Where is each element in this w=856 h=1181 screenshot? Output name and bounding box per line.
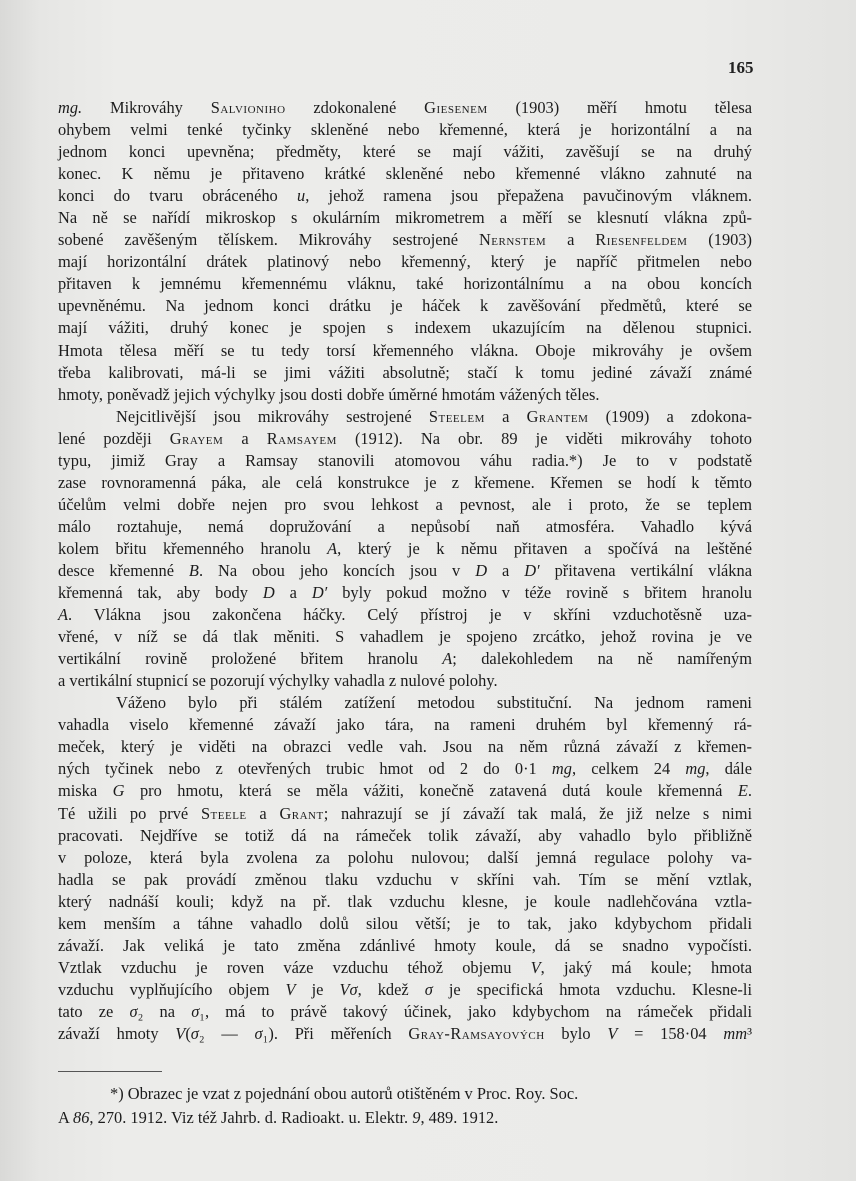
text-line: hadla se pak provádí změnou tlaku vzduchu v skříni vah. Tím se mění vztlak, (58, 869, 752, 889)
text-line: Hmota tělesa měří se tu tedy torsí křemenného vlákna. Oboje mikrováhy je ovšem (58, 340, 752, 360)
text-line: tato ze σ₂ na σ₁, má to právě takový účinek, jako kdybychom na rámeček přidali (58, 1001, 752, 1021)
text-line: vzduchu vyplňujícího objem V je Vσ, kdež σ je specifická hmota vzduchu. Klesne-li (58, 979, 752, 999)
text-line: v poloze, která byla zvolena za polohu nulovou; další jemná regulace polohy va- (58, 847, 752, 867)
text-line: zase rovnoramenná páka, ale celá konstrukce je z křemene. Křemen se hodí k těmto (58, 472, 752, 492)
text-line: a vertikální stupnicí se pozorují výchylky vahadla z nulové polohy. (58, 671, 498, 691)
text-line: mg. Mikrováhy Salvioniho zdokonalené Giesenem (1903) měří hmotu tělesa (58, 98, 752, 117)
text-line: málo roztahuje, nemá dopružování a nepůsobí naň atmosféra. Vahadlo kývá (58, 516, 752, 536)
text-line: hmoty, poněvadž jejich výchylky jsou dosti dobře úměrné hmotám vážených těles. (58, 384, 600, 404)
page-number: 165 (728, 58, 754, 77)
text-line: konec. K němu je přitaveno krátké skleněné nebo křemenné vlákno zahnuté na (58, 164, 752, 184)
text-line: meček, který je viděti na obrazci vedle vah. Jsou na něm různá závaží z křemen- (58, 737, 752, 757)
text-line: A. Vlákna jsou zakončena háčky. Celý přístroj je v skříni vzduchotěsně uza- (58, 605, 752, 625)
text-line: ohybem velmi tenké tyčinky skleněné nebo křemenné, která je horizontální a na (58, 120, 752, 140)
footnote-line: A 86, 270. 1912. Viz též Jahrb. d. Radioakt. u. Elektr. 9, 489. 1912. (58, 1108, 499, 1127)
text-line: mají horizontální drátek platinový nebo křemenný, který je napříč přitmelen nebo (58, 252, 752, 272)
text-line: třeba kalibrovati, má-li se jimi vážiti absolutně; stačí k tomu jediné závaží známé (58, 362, 752, 382)
text-line: pracovati. Nejdříve se totiž dá na rámeček tolik závaží, aby vahadlo bylo přibližně (58, 825, 752, 845)
text-line: kolem břitu křemenného hranolu A, který je k němu přitaven a spočívá na leštěné (58, 538, 752, 558)
body-text (58, 97, 752, 1045)
text-line: mají vážiti, druhý konec je spojen s indexem ukazujícím na dělenou stupnici. (58, 318, 752, 338)
text-line: kem menším a táhne vahadlo dolů silou větší; je to tak, jako kdybychom přidali (58, 913, 752, 933)
text-line: přitaven k jemnému křemennému vláknu, také horizontálnímu a na obou koncích (58, 274, 752, 294)
text-line: lené později Grayem a Ramsayem (1912). Na obr. 89 je viděti mikrováhy tohoto (58, 428, 752, 448)
text-line: účelům velmi dobře nejen pro svou lehkost a pevnost, ale i proto, že se teplem (58, 494, 752, 514)
text-line: vřené, v níž se dá tlak měniti. S vahadlem je spojeno zrcátko, jehož rovina je ve (58, 627, 752, 647)
text-line: vahadla viselo křemenné závaží jako tára, na rameni druhém byl křemenný rá- (58, 715, 752, 735)
text-line: jednom konci upevněna; předměty, které se mají vážiti, zavěšují se na druhý (58, 142, 752, 162)
text-line: který nadnáší kouli; když na př. tlak vzduchu klesne, je koule nadlehčována vztla- (58, 891, 752, 911)
footnote (58, 1082, 708, 1130)
text-line: sobené zavěšeným tělískem. Mikrováhy sestrojené Nernstem a Riesenfeldem (1903) (58, 230, 752, 250)
text-line: miska G pro hmotu, která se měla vážiti, konečně zatavená dutá koule křemenná E. (58, 781, 753, 801)
footnote-rule (58, 1071, 162, 1072)
text-line: desce křemenné B. Na obou jeho koncích jsou v D a D′ přitavena vertikální vlákna (58, 560, 752, 580)
text-line: závaží hmoty V(σ₂ — σ₁). Při měřeních Gray-Ramsayových bylo V = 158·04 mm³ (58, 1023, 752, 1043)
text-line: vertikální rovině proložené břitem hranolu A; dalekohledem na ně namířeným (58, 649, 752, 669)
text-line: upevněnému. Na jednom konci drátku je háček k zavěšování předmětů, které se (58, 296, 752, 316)
text-line: konci do tvaru obráceného u, jehož ramena jsou přepažena pavučinovým vláknem. (58, 186, 752, 206)
text-line: Váženo bylo při stálém zatížení metodou substituční. Na jednom rameni (116, 693, 752, 713)
text-line: Nejcitlivější jsou mikrováhy sestrojené Steelem a Grantem (1909) a zdokona- (116, 406, 752, 426)
text-line: Té užili po prvé Steele a Grant; nahrazují se jí závaží tak malá, že již nelze s nimi (58, 803, 752, 823)
text-line: ných tyčinek nebo z otevřených trubic hmot od 2 do 0·1 mg, celkem 24 mg, dále (58, 759, 752, 779)
text-line: Na ně se nařídí mikroskop s okulárním mikrometrem a měří se klesnutí vlákna způ- (58, 208, 752, 228)
text-line: Vztlak vzduchu je roven váze vzduchu téhož objemu V, jaký má koule; hmota (58, 957, 752, 977)
text-line: závaží. Jak veliká je tato změna zdánlivé hmoty koule, dá se snadno vypočísti. (58, 935, 752, 955)
text-line: křemenná tak, aby body D a D′ byly pokud možno v téže rovině s břitem hranolu (58, 583, 752, 603)
text-line: typu, jimiž Gray a Ramsay stanovili atomovou váhu radia.*) Je to v podstatě (58, 450, 752, 470)
footnote-line: *) Obrazec je vzat z pojednání obou autorů otištěném v Proc. Roy. Soc. (110, 1084, 579, 1103)
